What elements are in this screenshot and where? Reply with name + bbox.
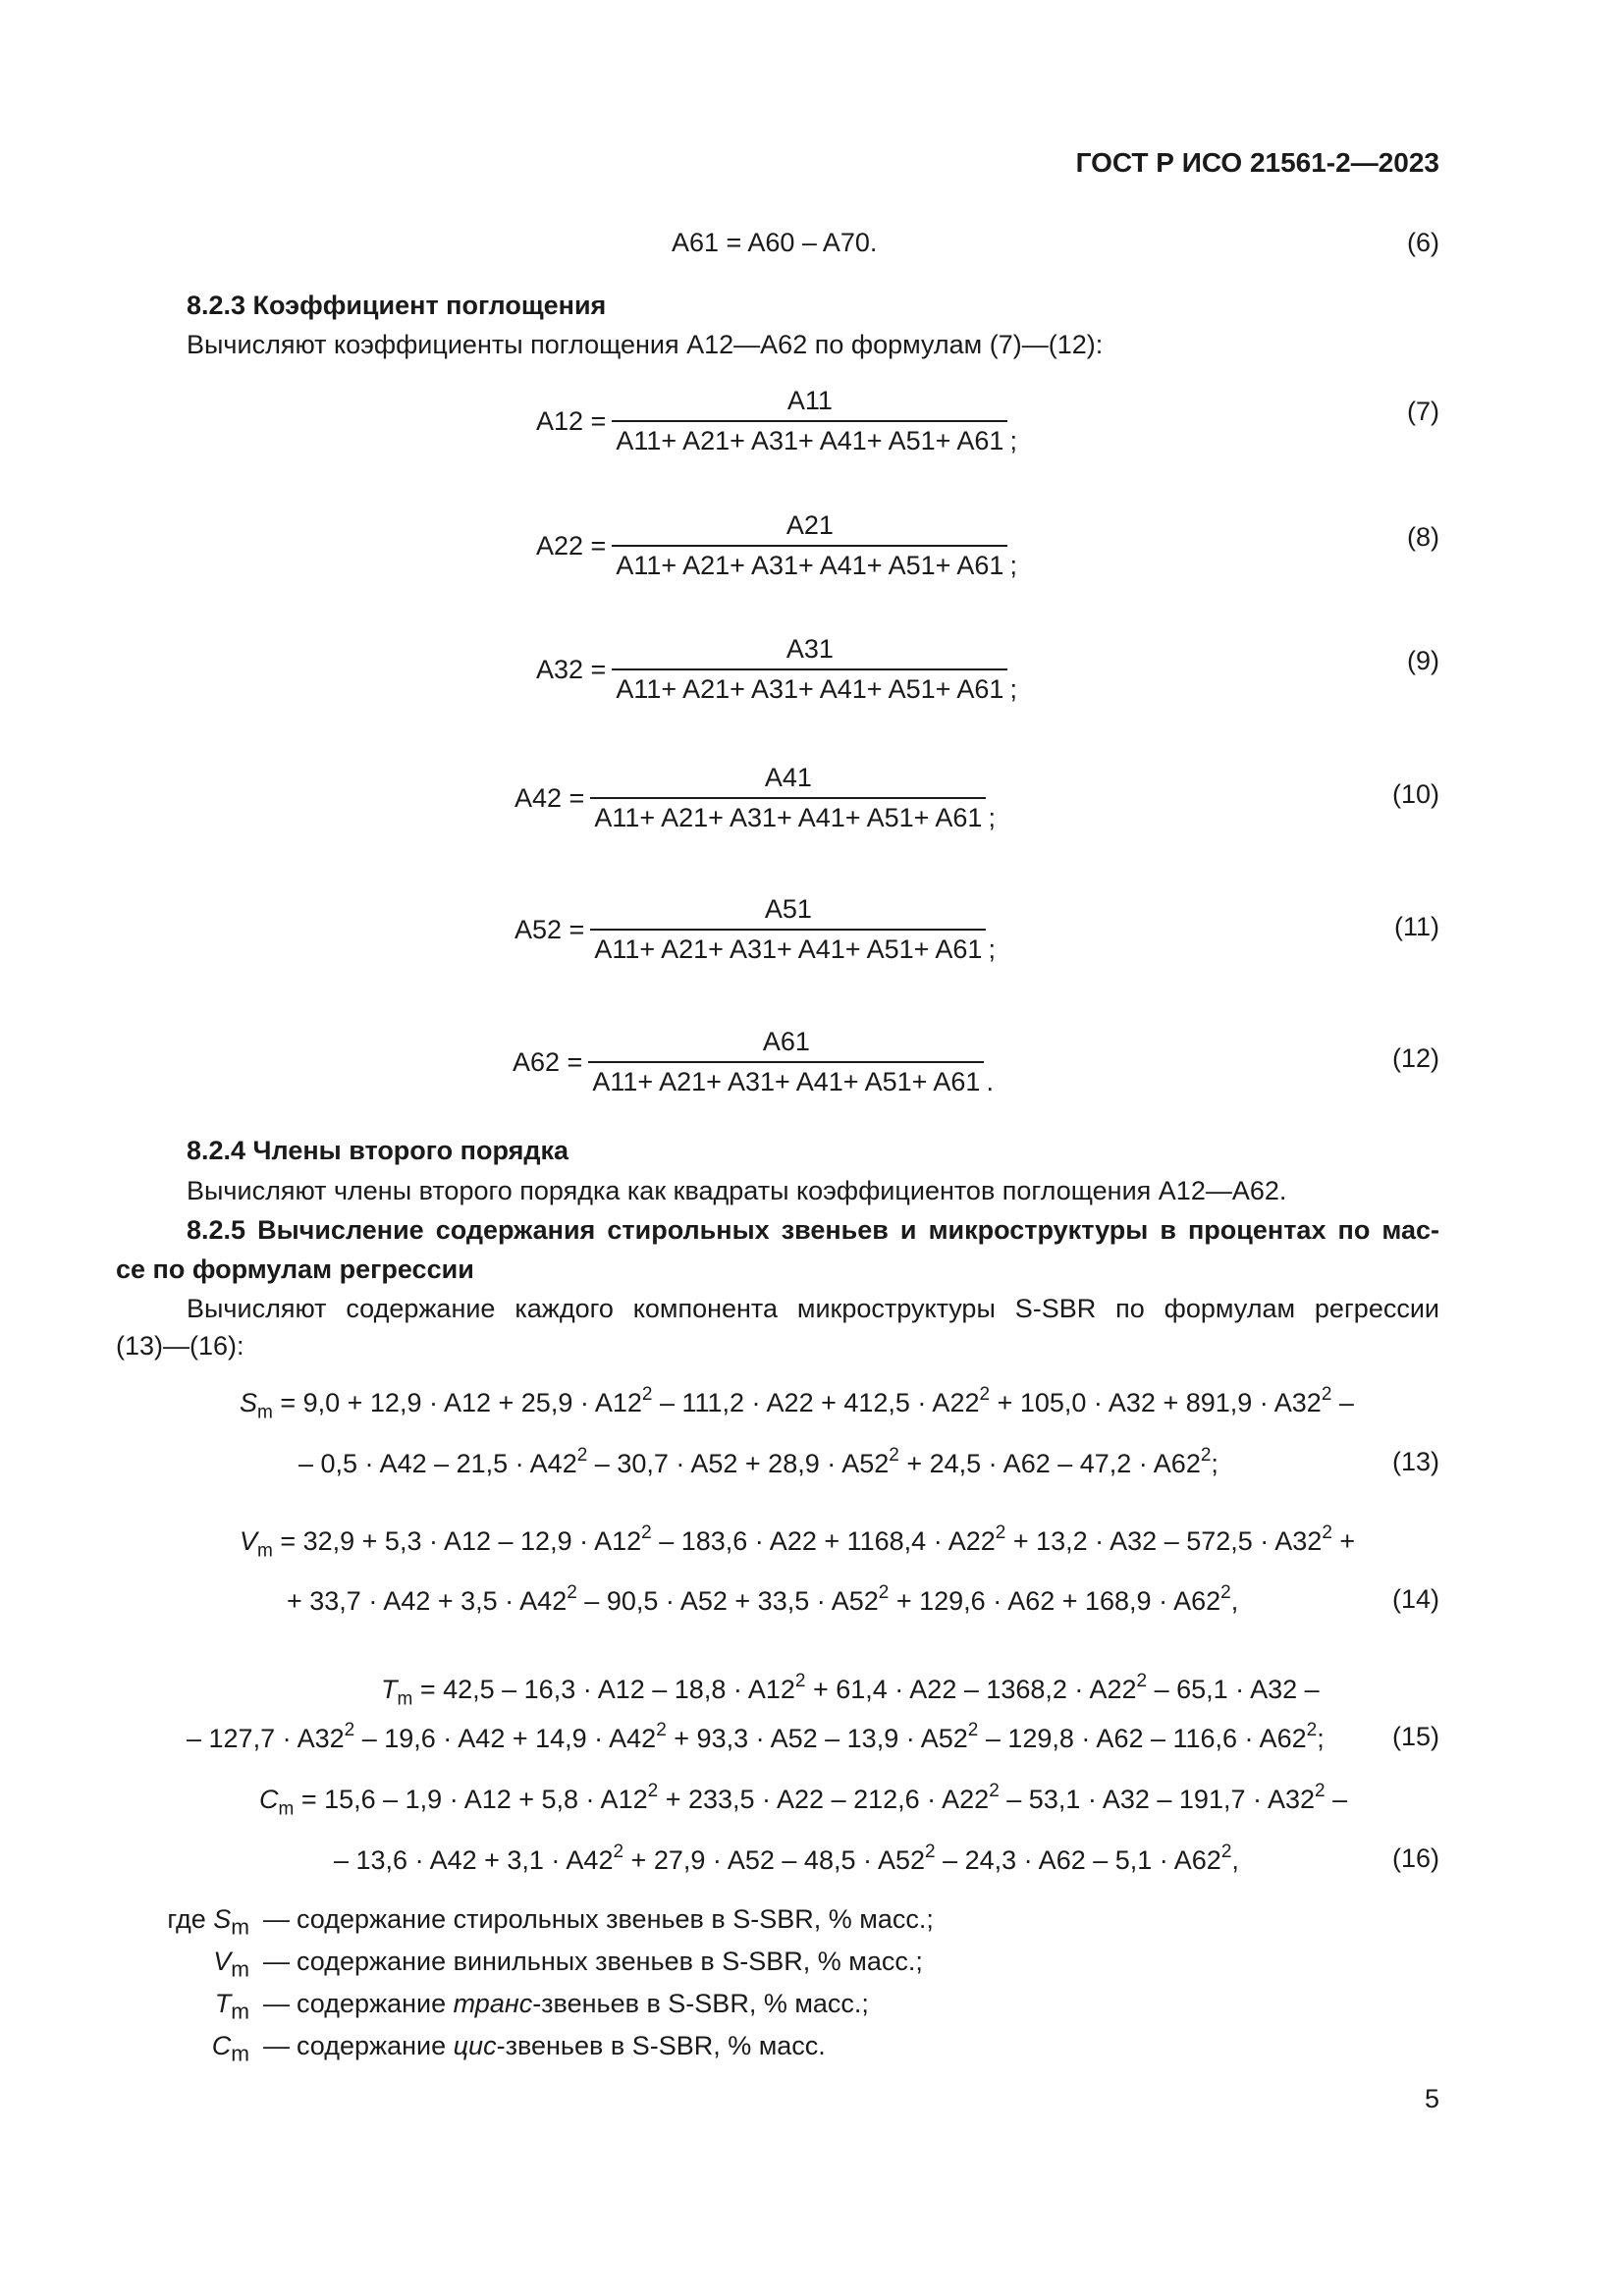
definition-row [116, 1904, 934, 1947]
section-heading-8-2-4: 8.2.4 Члены второго порядка [187, 1136, 569, 1165]
definition-row [116, 1947, 934, 1989]
formula-15-line2: – $127,7 \cdot A32^2 - 19,6 \cdot A42 + 14,9 \cdot A42^2 + 93,3 \cdot A52 - 13,9 \cdot A52^2 - 129,8 \cdot A62 - 116,6 \cdot A62^2$; [187, 1720, 1325, 1753]
formula-13-line1: $S_m = 9,0 + 12,9 \cdot A12 + 25,9 \cdot A12^2 - 111,2 \cdot A22 + 412,5 \cdot A22^2 + 105,0 \cdot A32 + 891,9 \cdot A32^2$ – [240, 1384, 1354, 1423]
formula-7 [536, 386, 1017, 456]
formula-6: A61 = A60 – A70. [672, 228, 878, 257]
section-intro-8-2-5-line2: (13)—(16): [116, 1331, 244, 1361]
definition-text: содержание транс-звеньев в S-SBR, % масс.; [297, 1989, 869, 2018]
formula-end-mark: ; [988, 934, 996, 964]
fraction [612, 634, 1007, 705]
formula-number-7: (7) [1407, 397, 1439, 426]
formula-number-8: (8) [1407, 522, 1439, 552]
formula-lhs: A62 = [513, 1046, 583, 1077]
fraction [590, 894, 986, 965]
formula-number-16: (16) [1391, 1843, 1439, 1873]
fraction-numerator: A31 [785, 634, 834, 664]
formula-14-line2: + $33,7 \cdot A42 + 3,5 \cdot A42^2 - 90,5 \cdot A52 + 33,5 \cdot A52^2 + 129,6 \cdot A62 + 168,9 \cdot A62^2$, [287, 1582, 1239, 1616]
definition-text: содержание винильных звеньев в S-SBR, % масс.; [297, 1947, 923, 1976]
formula-lhs: A22 = [536, 530, 607, 561]
section-heading-8-2-5-line2: се по формулам регрессии [116, 1255, 474, 1284]
fraction [590, 763, 986, 833]
formula-8 [536, 510, 1017, 581]
formula-end-mark: . [986, 1067, 994, 1096]
fraction-numerator: A41 [764, 763, 812, 792]
definition-row [116, 2031, 934, 2073]
page-number: 5 [1424, 2084, 1439, 2113]
document-header: ГОСТ Р ИСО 21561-2—2023 [1075, 147, 1439, 178]
definition-dash: — [263, 1947, 290, 1976]
formula-number-11: (11) [1393, 912, 1439, 941]
definitions-list [116, 1904, 934, 2073]
fraction-numerator: A51 [764, 894, 812, 924]
definition-dash: — [263, 1989, 290, 2018]
section-heading-8-2-5-line1: 8.2.5 Вычисление содержания стирольных звеньев и микроструктуры в процентах по мас- [187, 1215, 1439, 1245]
fraction-denominator: A11+ A21+ A31+ A41+ A51+ A61 [612, 420, 1007, 456]
fraction-denominator: A11+ A21+ A31+ A41+ A51+ A61 [590, 929, 986, 965]
formula-lhs: A52 = [514, 914, 585, 944]
formula-lhs: A42 = [514, 782, 585, 813]
fraction [588, 1027, 984, 1097]
fraction-denominator: A11+ A21+ A31+ A41+ A51+ A61 [612, 668, 1007, 705]
definition-symbol: $V_m$ [213, 1947, 249, 1982]
formula-11 [514, 894, 996, 965]
formula-16-line2: – $13,6 \cdot A42 + 3,1 \cdot A42^2 + 27,9 \cdot A52 - 48,5 \cdot A52^2 - 24,3 \cdot A62 - 5,1 \cdot A62^2$, [334, 1842, 1239, 1875]
formula-9 [536, 634, 1017, 705]
formula-14-line1: $V_m = 32,9 + 5,3 \cdot A12 - 12,9 \cdot A12^2 - 183,6 \cdot A22 + 1168,4 \cdot A22^2 + 13,2 \cdot A32 - 572,5 \cdot A32^2$ + [240, 1522, 1356, 1562]
formula-end-mark: ; [1009, 674, 1017, 704]
definition-dash: — [263, 2031, 290, 2060]
definition-row [116, 1989, 934, 2031]
formula-12 [513, 1027, 994, 1097]
fraction-denominator: A11+ A21+ A31+ A41+ A51+ A61 [588, 1061, 984, 1097]
fraction-numerator: A61 [762, 1027, 810, 1056]
section-intro-8-2-3: Вычисляют коэффициенты поглощения A12—A62 по формулам (7)—(12): [187, 330, 1104, 359]
formula-number-9: (9) [1407, 646, 1439, 675]
formula-number-6: (6) [1407, 228, 1439, 257]
definition-symbol: где $S_m$ [167, 1904, 249, 1940]
formula-10 [514, 763, 996, 833]
formula-13-line2: – $0,5 \cdot A42 - 21,5 \cdot A42^2 - 30,7 \cdot A52 + 28,9 \cdot A52^2 + 24,5 \cdot A62 - 47,2 \cdot A62^2$; [298, 1445, 1218, 1478]
fraction [612, 510, 1007, 581]
formula-16-line1: $C_m = 15,6 - 1,9 \cdot A12 + 5,8 \cdot A12^2 + 233,5 \cdot A22 - 212,6 \cdot A22^2 - 53,1 \cdot A32 - 191,7 \cdot A32^2$ – [259, 1781, 1348, 1820]
fraction-numerator: A21 [785, 510, 834, 540]
fraction-numerator: A11 [786, 386, 833, 415]
formula-number-10: (10) [1391, 779, 1439, 809]
formula-number-14: (14) [1391, 1584, 1439, 1614]
fraction [612, 386, 1007, 456]
definition-text: содержание стирольных звеньев в S-SBR, % масс.; [297, 1904, 934, 1934]
section-intro-8-2-5-line1: Вычисляют содержание каждого компонента микроструктуры S-SBR по формулам регрессии [187, 1294, 1439, 1323]
definition-symbol: $C_m$ [211, 2031, 249, 2066]
definition-dash: — [263, 1904, 290, 1934]
formula-number-15: (15) [1391, 1722, 1439, 1751]
definition-text: содержание цис-звеньев в S-SBR, % масс. [297, 2031, 826, 2060]
definition-symbol: $T_m$ [214, 1989, 249, 2024]
formula-number-12: (12) [1391, 1043, 1439, 1073]
fraction-denominator: A11+ A21+ A31+ A41+ A51+ A61 [612, 545, 1007, 581]
fraction-denominator: A11+ A21+ A31+ A41+ A51+ A61 [590, 797, 986, 833]
formula-number-13: (13) [1391, 1447, 1439, 1476]
formula-lhs: A12 = [536, 405, 607, 436]
formula-end-mark: ; [1009, 426, 1017, 455]
section-heading-8-2-3: 8.2.3 Коэффициент поглощения [187, 291, 607, 320]
formula-end-mark: ; [1009, 551, 1017, 580]
formula-end-mark: ; [988, 803, 996, 832]
section-text-8-2-4: Вычисляют члены второго порядка как квадраты коэффициентов поглощения A12—A62. [187, 1176, 1287, 1205]
formula-lhs: A32 = [536, 654, 607, 684]
formula-15-line1: $T_m = 42,5 - 16,3 \cdot A12 - 18,8 \cdot A12^2 + 61,4 \cdot A22 - 1368,2 \cdot A22^2 - 65,1 \cdot A32$ – [381, 1671, 1320, 1710]
